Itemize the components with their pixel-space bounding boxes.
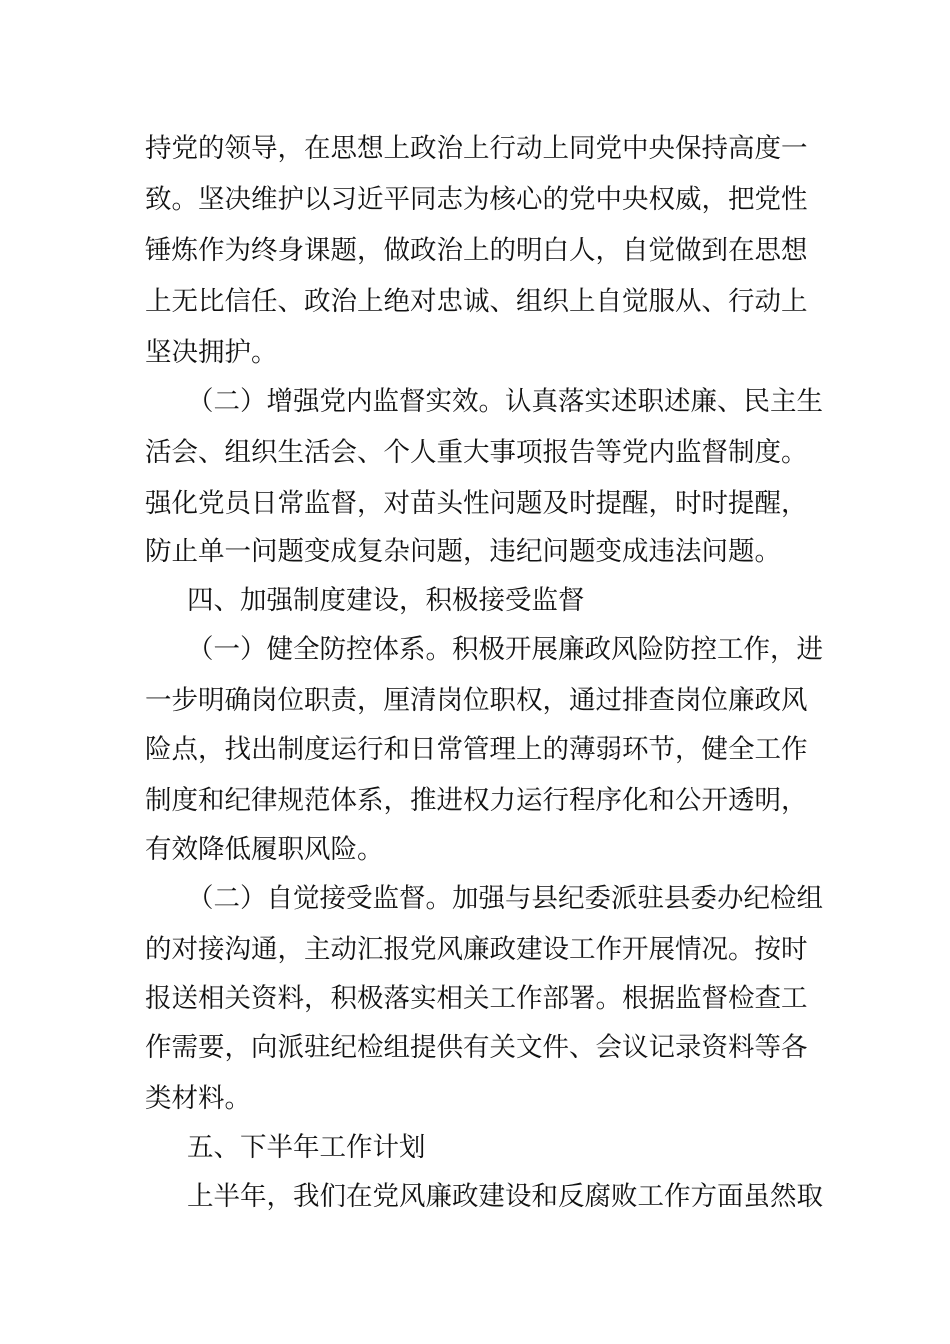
text-line: 报送相关资料，积极落实相关工作部署。根据监督检查工 bbox=[145, 983, 808, 1014]
text-line: 一步明确岗位职责，厘清岗位职权，通过排查岗位廉政风 bbox=[145, 685, 808, 716]
section-heading: 五、下半年工作计划 bbox=[187, 1132, 426, 1163]
text-line: 有效降低履职风险。 bbox=[145, 834, 384, 865]
text-line: 类材料。 bbox=[145, 1083, 251, 1114]
text-line: 作需要，向派驻纪检组提供有关文件、会议记录资料等各 bbox=[145, 1032, 808, 1063]
text-line: 的对接沟通，主动汇报党风廉政建设工作开展情况。按时 bbox=[145, 934, 808, 965]
text-line: 强化党员日常监督，对苗头性问题及时提醒，时时提醒， bbox=[145, 488, 808, 519]
text-line: 险点，找出制度运行和日常管理上的薄弱环节，健全工作 bbox=[145, 734, 808, 765]
text-line: 制度和纪律规范体系，推进权力运行程序化和公开透明， bbox=[145, 785, 808, 816]
subheading-line: （二）自觉接受监督。加强与县纪委派驻县委办纪检组 bbox=[187, 883, 823, 914]
text-line: 锤炼作为终身课题，做政治上的明白人，自觉做到在思想 bbox=[145, 235, 808, 266]
text-line: 防止单一问题变成复杂问题，违纪问题变成违法问题。 bbox=[145, 536, 781, 567]
section-heading: 四、加强制度建设，积极接受监督 bbox=[187, 585, 585, 616]
text-line: 上无比信任、政治上绝对忠诚、组织上自觉服从、行动上 bbox=[145, 286, 808, 317]
text-line: 致。坚决维护以习近平同志为核心的党中央权威，把党性 bbox=[145, 184, 808, 215]
subheading-line: （一）健全防控体系。积极开展廉政风险防控工作，进 bbox=[187, 634, 823, 665]
text-line: 持党的领导，在思想上政治上行动上同党中央保持高度一 bbox=[145, 133, 808, 164]
text-line: 上半年，我们在党风廉政建设和反腐败工作方面虽然取 bbox=[187, 1181, 823, 1212]
text-line: 坚决拥护。 bbox=[145, 337, 278, 368]
subheading-line: （二）增强党内监督实效。认真落实述职述廉、民主生 bbox=[187, 386, 823, 417]
text-line: 活会、组织生活会、个人重大事项报告等党内监督制度。 bbox=[145, 437, 808, 468]
